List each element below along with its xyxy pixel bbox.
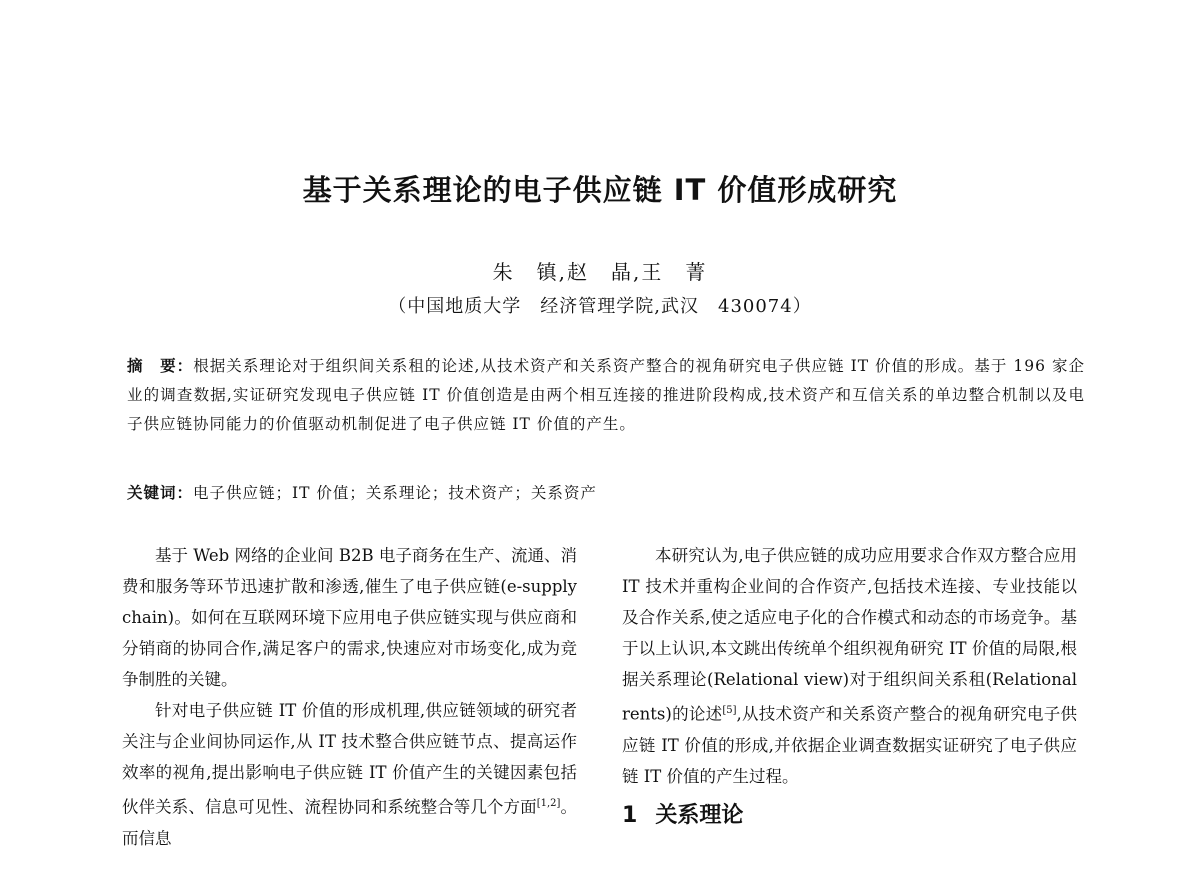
abstract-label: 摘 要： xyxy=(127,357,194,375)
section-heading xyxy=(622,800,1077,831)
abstract-text: 根据关系理论对于组织间关系租的论述,从技术资产和关系资产整合的视角研究电子供应链 IT 价值的形成。基于 196 家企业的调查数据,实证研究发现电子供应链 IT 价值创造是由两个相互连接的推进阶段构成,技术资产和互信关系的单边整合机制以及电子供应链协同能力的价值驱动机制促进了电子供应链 IT 价值的产生。 xyxy=(127,357,1085,433)
section-number: 1 xyxy=(622,802,638,828)
intro-paragraph-2 xyxy=(122,695,577,854)
left-column xyxy=(122,540,577,854)
section-title: 关系理论 xyxy=(655,802,744,828)
abstract xyxy=(127,352,1085,439)
keywords xyxy=(127,480,1085,506)
citation: [1,2] xyxy=(536,798,561,809)
keywords-text: 电子供应链；IT 价值；关系理论；技术资产；关系资产 xyxy=(193,484,597,502)
affiliation: （中国地质大学 经济管理学院,武汉 430074） xyxy=(388,296,812,317)
paper-title: 基于关系理论的电子供应链 IT 价值形成研究 xyxy=(302,173,898,207)
paragraph-text-tail: 。而信息 xyxy=(122,797,578,848)
paragraph-text: 针对电子供应链 IT 价值的形成机理,供应链领域的研究者关注与企业间协同运作,从 IT 技术整合供应链节点、提高运作效率的视角,提出影响电子供应链 IT 价值产生的关键因素包括伙伴关系、信息可见性、流程协同和系统整合等几个方面 xyxy=(122,701,577,817)
keywords-label: 关键词： xyxy=(127,484,194,502)
citation: [5] xyxy=(722,705,737,716)
right-column xyxy=(622,540,1077,831)
author-list: 朱 镇,赵 晶,王 菁 xyxy=(492,260,708,284)
paragraph-text-tail: ,从技术资产和关系资产整合的视角研究电子供应链 IT 价值的形成,并依据企业调查数据实证研究了电子供应链 IT 价值的产生过程。 xyxy=(622,704,1077,786)
intro-paragraph-3 xyxy=(622,540,1077,792)
intro-paragraph-1: 基于 Web 网络的企业间 B2B 电子商务在生产、流通、消费和服务等环节迅速扩散和渗透,催生了电子供应链(e-supply chain)。如何在互联网环境下应用电子供应链实现与供应商和分销商的协同合作,满足客户的需求,快速应对市场变化,成为竞争制胜的关键。 xyxy=(122,546,577,689)
paragraph-text: 本研究认为,电子供应链的成功应用要求合作双方整合应用 IT 技术并重构企业间的合作资产,包括技术连接、专业技能以及合作关系,使之适应电子化的合作模式和动态的市场竞争。基于以上认识,本文跳出传统单个组织视角研究 IT 价值的局限,根据关系理论(Relational view)对于组织间关系租(Relational rents)的论述 xyxy=(622,546,1077,724)
